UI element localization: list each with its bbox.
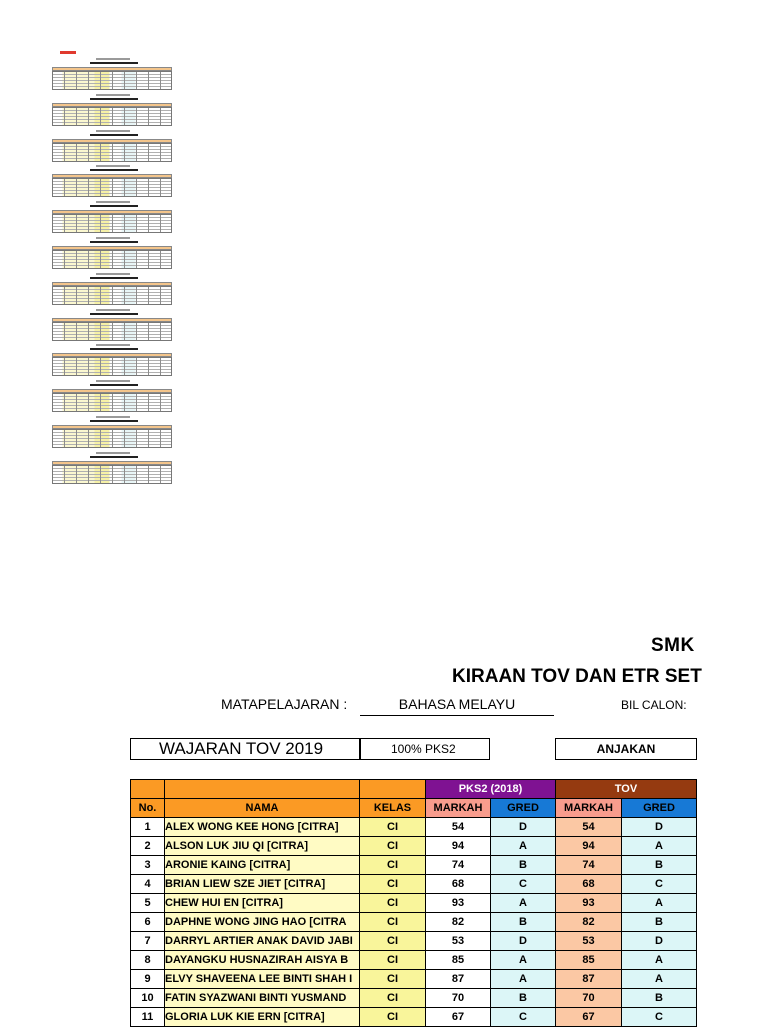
cell-tov-markah: 85 [556, 951, 622, 970]
cell-kelas: CI [360, 913, 426, 932]
cell-kelas: CI [360, 989, 426, 1008]
cell-tov-markah: 74 [556, 856, 622, 875]
thumb-table [52, 71, 172, 90]
page-thumbnail[interactable] [52, 94, 172, 126]
anjakan-box: ANJAKAN [555, 738, 697, 760]
thumb-title [96, 344, 130, 346]
cell-no: 6 [131, 913, 165, 932]
cell-tov-gred: C [622, 1008, 697, 1027]
cell-no: 4 [131, 875, 165, 894]
column-header-kelas: KELAS [360, 799, 426, 818]
cell-tov-markah: 94 [556, 837, 622, 856]
thumb-title [96, 94, 130, 96]
cell-nama: DAPHNE WONG JING HAO [CITRA [165, 913, 360, 932]
thumb-title [96, 452, 130, 454]
table-row [131, 951, 697, 970]
thumb-title [96, 165, 130, 167]
bil-calon-label: BIL CALON: [621, 698, 687, 712]
cell-gred: A [491, 970, 556, 989]
cell-tov-gred: A [622, 951, 697, 970]
results-table [130, 779, 697, 1027]
cell-gred: A [491, 894, 556, 913]
header-spacer [360, 780, 426, 799]
column-header-tov-markah: MARKAH [556, 799, 622, 818]
thumb-title [96, 380, 130, 382]
cell-gred: D [491, 932, 556, 951]
cell-nama: GLORIA LUK KIE ERN [CITRA] [165, 1008, 360, 1027]
cell-nama: ALEX WONG KEE HONG [CITRA] [165, 818, 360, 837]
cell-markah: 93 [426, 894, 491, 913]
cell-kelas: CI [360, 818, 426, 837]
cell-no: 3 [131, 856, 165, 875]
cell-nama: FATIN SYAZWANI BINTI YUSMAND [165, 989, 360, 1008]
cell-markah: 94 [426, 837, 491, 856]
thumb-table [52, 357, 172, 376]
table-row [131, 970, 697, 989]
cell-tov-gred: B [622, 913, 697, 932]
wajaran-box: WAJARAN TOV 2019 [130, 738, 360, 760]
thumb-table [52, 107, 172, 126]
page-thumbnail[interactable] [52, 237, 172, 269]
cell-gred: D [491, 818, 556, 837]
thumb-table [52, 143, 172, 162]
cell-kelas: CI [360, 970, 426, 989]
thumb-subtitle [90, 420, 138, 422]
cell-tov-gred: A [622, 894, 697, 913]
thumb-title [96, 130, 130, 132]
cell-no: 10 [131, 989, 165, 1008]
table-row [131, 913, 697, 932]
cell-tov-markah: 87 [556, 970, 622, 989]
thumb-subtitle [90, 134, 138, 136]
page-thumbnail[interactable] [52, 452, 172, 484]
group-header-pks: PKS2 (2018) [426, 780, 556, 799]
cell-tov-gred: B [622, 989, 697, 1008]
page-thumbnail[interactable] [52, 309, 172, 341]
page-thumbnail[interactable] [52, 58, 172, 90]
school-name: SMK [651, 635, 695, 656]
table-row [131, 989, 697, 1008]
cell-no: 2 [131, 837, 165, 856]
thumb-subtitle [90, 169, 138, 171]
cell-nama: ALSON LUK JIU QI [CITRA] [165, 837, 360, 856]
cell-gred: B [491, 913, 556, 932]
cell-nama: BRIAN LIEW SZE JIET [CITRA] [165, 875, 360, 894]
table-row [131, 894, 697, 913]
cell-no: 1 [131, 818, 165, 837]
thumb-table [52, 322, 172, 341]
thumb-subtitle [90, 205, 138, 207]
column-header-no: No. [131, 799, 165, 818]
table-row [131, 856, 697, 875]
cell-tov-markah: 70 [556, 989, 622, 1008]
thumb-table [52, 393, 172, 412]
page-thumbnail[interactable] [52, 416, 172, 448]
cell-no: 11 [131, 1008, 165, 1027]
cell-tov-markah: 54 [556, 818, 622, 837]
pks-percent-box: 100% PKS2 [360, 738, 490, 760]
page-thumbnail[interactable] [52, 380, 172, 412]
cell-tov-markah: 68 [556, 875, 622, 894]
subject-label: MATAPELAJARAN : [221, 696, 348, 712]
cell-tov-gred: D [622, 932, 697, 951]
thumb-title [96, 237, 130, 239]
thumb-title [96, 58, 130, 60]
header-spacer [131, 780, 165, 799]
page-thumbnail[interactable] [52, 130, 172, 162]
thumb-subtitle [90, 98, 138, 100]
cell-tov-gred: A [622, 837, 697, 856]
thumb-table [52, 178, 172, 197]
page-thumbnail[interactable] [52, 201, 172, 233]
cell-gred: C [491, 875, 556, 894]
cell-no: 8 [131, 951, 165, 970]
thumb-table [52, 286, 172, 305]
cell-tov-markah: 67 [556, 1008, 622, 1027]
cell-markah: 70 [426, 989, 491, 1008]
cell-gred: A [491, 951, 556, 970]
thumb-subtitle [90, 348, 138, 350]
cell-tov-markah: 53 [556, 932, 622, 951]
cell-nama: ELVY SHAVEENA LEE BINTI SHAH I [165, 970, 360, 989]
subject-value: BAHASA MELAYU [360, 696, 554, 716]
thumb-title [96, 309, 130, 311]
cell-nama: ARONIE KAING [CITRA] [165, 856, 360, 875]
cell-markah: 85 [426, 951, 491, 970]
thumb-subtitle [90, 277, 138, 279]
thumb-table [52, 465, 172, 484]
thumb-table [52, 429, 172, 448]
thumb-subtitle [90, 241, 138, 243]
page-thumbnail[interactable] [52, 273, 172, 305]
thumb-table [52, 214, 172, 233]
cell-tov-markah: 82 [556, 913, 622, 932]
column-header-gred: GRED [491, 799, 556, 818]
cell-gred: B [491, 989, 556, 1008]
thumb-title [96, 201, 130, 203]
cell-nama: DAYANGKU HUSNAZIRAH AISYA B [165, 951, 360, 970]
cell-kelas: CI [360, 894, 426, 913]
cell-markah: 68 [426, 875, 491, 894]
thumb-subtitle [90, 313, 138, 315]
column-header-tov-gred: GRED [622, 799, 697, 818]
cell-tov-markah: 93 [556, 894, 622, 913]
cell-kelas: CI [360, 1008, 426, 1027]
cell-nama: CHEW HUI EN [CITRA] [165, 894, 360, 913]
thumb-subtitle [90, 456, 138, 458]
column-header-markah: MARKAH [426, 799, 491, 818]
cell-nama: DARRYL ARTIER ANAK DAVID JABI [165, 932, 360, 951]
cell-markah: 54 [426, 818, 491, 837]
cell-kelas: CI [360, 932, 426, 951]
cell-tov-gred: B [622, 856, 697, 875]
cell-no: 5 [131, 894, 165, 913]
cell-markah: 53 [426, 932, 491, 951]
cell-no: 7 [131, 932, 165, 951]
table-row [131, 818, 697, 837]
thumb-table [52, 250, 172, 269]
column-header-nama: NAMA [165, 799, 360, 818]
cell-kelas: CI [360, 837, 426, 856]
page-thumbnail[interactable] [52, 165, 172, 197]
cell-tov-gred: C [622, 875, 697, 894]
cell-markah: 82 [426, 913, 491, 932]
thumb-subtitle [90, 384, 138, 386]
cell-gred: A [491, 837, 556, 856]
cell-gred: B [491, 856, 556, 875]
table-row [131, 875, 697, 894]
header-spacer [165, 780, 360, 799]
table-row [131, 932, 697, 951]
cell-markah: 74 [426, 856, 491, 875]
document-title: KIRAAN TOV DAN ETR SET [452, 666, 702, 687]
thumb-subtitle [90, 62, 138, 64]
cell-kelas: CI [360, 875, 426, 894]
page-thumbnail[interactable] [52, 344, 172, 376]
cell-no: 9 [131, 970, 165, 989]
thumbnail-marker [60, 51, 76, 54]
cell-markah: 87 [426, 970, 491, 989]
thumb-title [96, 416, 130, 418]
cell-gred: C [491, 1008, 556, 1027]
thumb-title [96, 273, 130, 275]
cell-tov-gred: D [622, 818, 697, 837]
table-row [131, 837, 697, 856]
cell-kelas: CI [360, 951, 426, 970]
cell-kelas: CI [360, 856, 426, 875]
group-header-tov: TOV [556, 780, 697, 799]
cell-tov-gred: A [622, 970, 697, 989]
cell-markah: 67 [426, 1008, 491, 1027]
